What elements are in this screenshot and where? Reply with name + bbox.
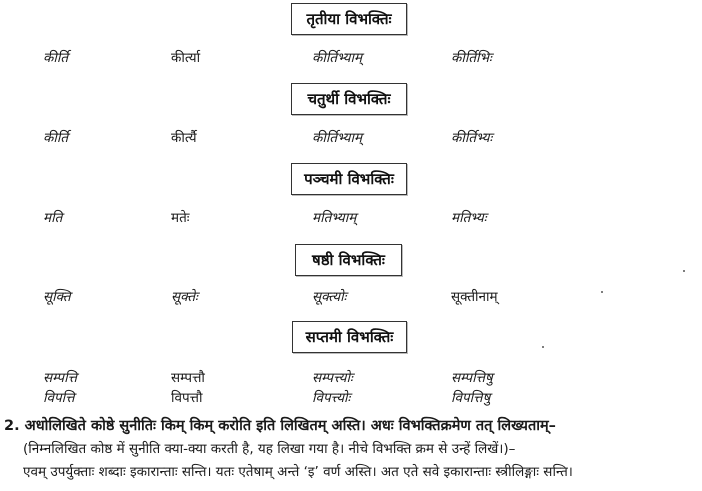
declension-word-dual: विपत्त्योः — [312, 390, 351, 406]
scan-speck — [683, 270, 685, 272]
declension-word-singular: सूक्तेः — [171, 289, 198, 305]
declension-word-singular: कीर्त्यै — [171, 130, 197, 146]
declension-word-plural: सम्पत्तिषु — [451, 370, 493, 386]
declension-word-plural: कीर्तिभ्यः — [451, 130, 493, 146]
declension-word-dual: कीर्तिभ्याम् — [312, 130, 363, 146]
declension-row-saptami-vipatti — [0, 388, 702, 408]
declension-word-plural: कीर्तिभिः — [451, 50, 492, 66]
declension-word-stem: कीर्ति — [43, 130, 69, 146]
declension-word-stem: सम्पत्ति — [43, 370, 77, 386]
declension-word-singular: विपत्तौ — [171, 390, 203, 406]
case-heading-chaturthi: चतुर्थी विभक्तिः — [307, 90, 391, 108]
declension-word-dual: मतिभ्याम् — [312, 210, 357, 226]
declension-word-stem: मति — [43, 210, 63, 226]
scan-speck — [542, 346, 544, 348]
declension-word-singular: कीर्त्या — [171, 50, 201, 66]
case-heading-box-panchami — [291, 163, 407, 195]
declension-word-plural: विपत्तिषु — [451, 390, 491, 406]
case-heading-box-shashthi — [295, 244, 402, 276]
case-heading-shashthi: षष्ठी विभक्तिः — [312, 251, 385, 269]
declension-word-dual: कीर्तिभ्याम् — [312, 50, 363, 66]
declension-word-plural: सूक्तीनाम् — [451, 289, 498, 305]
declension-row-chaturthi — [0, 128, 702, 148]
declension-word-stem: सूक्ति — [43, 289, 71, 305]
question-prompt — [4, 415, 556, 435]
case-heading-box-chaturthi — [291, 83, 407, 115]
declension-word-singular: सम्पत्तौ — [171, 370, 205, 386]
declension-row-shashthi — [0, 287, 702, 307]
case-heading-tritiya: तृतीया विभक्तिः — [306, 10, 392, 28]
declension-word-plural: मतिभ्यः — [451, 210, 487, 226]
case-heading-panchami: पञ्चमी विभक्तिः — [304, 170, 394, 188]
question-translation: (निम्नलिखित कोष्ठ में सुनीति क्या-क्या करती है, यह लिखा गया है। नीचे विभक्ति क्रम से उन्हें लिखें।)– — [23, 441, 516, 457]
declension-word-stem: कीर्ति — [43, 50, 69, 66]
declension-word-singular: मतेः — [171, 210, 190, 226]
declension-row-saptami-sampatti — [0, 368, 702, 388]
question-note: एवम् उपर्युक्ताः शब्दाः इकारान्ताः सन्ति। यतः एतेषाम् अन्ते ‘इ’ वर्ण अस्ति। अत एते सवे इकारान्ताः स्त्रीलिङ्गाः सन्ति। — [23, 464, 573, 480]
case-heading-saptami: सप्तमी विभक्तिः — [305, 328, 394, 346]
question-number: 2. — [4, 418, 20, 434]
declension-row-panchami — [0, 208, 702, 228]
declension-row-tritiya — [0, 48, 702, 68]
case-heading-box-tritiya — [291, 3, 407, 35]
declension-word-dual: सूक्त्योः — [312, 289, 347, 305]
declension-word-dual: सम्पत्त्योः — [312, 370, 353, 386]
scan-speck — [601, 291, 603, 293]
declension-word-stem: विपत्ति — [43, 390, 75, 406]
case-heading-box-saptami — [292, 321, 407, 353]
question-prompt-text: अधोलिखिते कोष्ठे सुनीतिः किम् किम् करोति इति लिखितम् अस्ति। अधः विभक्तिक्रमेण तत् लिख्यताम्– — [24, 418, 556, 434]
